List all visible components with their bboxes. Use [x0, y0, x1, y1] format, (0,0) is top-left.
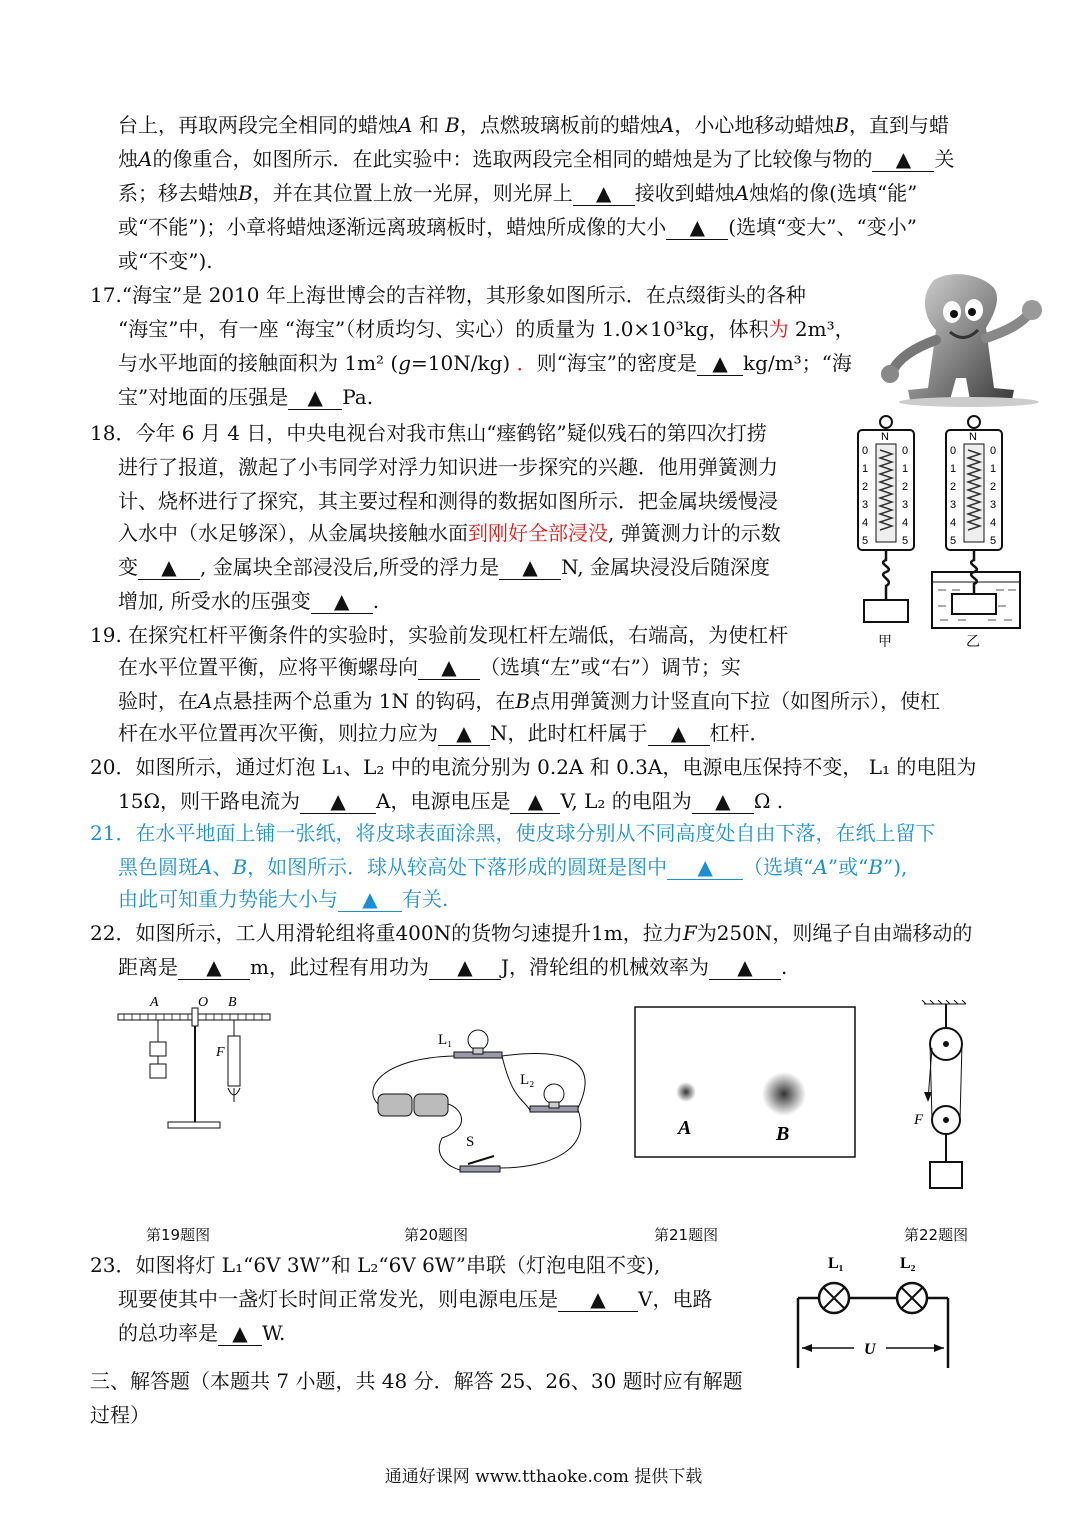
svg-text:5: 5 — [950, 535, 957, 547]
svg-text:5: 5 — [990, 535, 997, 547]
svg-text:L₂: L₂ — [900, 1255, 916, 1272]
q18-line2: 进行了报道，激起了小韦同学对浮力知识进一步探究的兴趣．他用弹簧测力 — [118, 455, 778, 479]
q19-line3: 验时，在A点悬挂两个总重为 1N 的钩码，在B点用弹簧测力计竖直向下拉（如图所示），使杠 — [118, 689, 941, 713]
answer-blank[interactable]: ▲ — [429, 955, 501, 980]
q19-line4: 杆在水平位置再次平衡，则拉力应为 ▲ N，此时杠杆属于 ▲ 杠杆． — [118, 721, 770, 745]
answer-blank[interactable]: ▲ — [510, 789, 560, 814]
label-yi: 乙 — [966, 633, 980, 648]
q17-line2: “海宝”中，有一座 “海宝”（材质均匀、实心）的质量为 1.0×10³kg，体积为 2m³， — [118, 317, 855, 341]
svg-text:B: B — [228, 995, 237, 1010]
answer-blank[interactable]: ▲ — [138, 555, 200, 580]
svg-text:3: 3 — [950, 499, 957, 511]
svg-text:5: 5 — [862, 535, 869, 547]
svg-text:4: 4 — [902, 517, 909, 529]
answer-blank[interactable]: ▲ — [709, 955, 781, 980]
answer-blank[interactable]: ▲ — [438, 721, 490, 746]
q21-line1: 21．在水平地面上铺一张纸，将皮球表面涂黑，使皮球分别从不同高度处自由下落，在纸上留下 — [90, 821, 936, 845]
spring-scale-jia — [858, 416, 914, 648]
label-jia: 甲 — [878, 633, 892, 648]
caption-fig19: 第19题图 — [146, 1226, 211, 1244]
svg-text:1: 1 — [862, 463, 869, 475]
answer-blank[interactable]: ▲ — [697, 351, 743, 376]
pulley-figure — [910, 1000, 980, 1192]
caption-fig22: 第22题图 — [904, 1226, 969, 1244]
q18-line1: 18．今年 6 月 4 日，中央电视台对我市焦山“瘗鹤铭”疑似残石的第四次打捞 — [90, 421, 767, 445]
q16-line1: 台上，再取两段完全相同的蜡烛A 和 B，点燃玻璃板前的蜡烛A，小心地移动蜡烛B，直到与蜡 — [118, 113, 950, 137]
section3-heading: 三、解答题（本题共 7 小题，共 48 分．解答 25、26、30 题时应有解题 — [90, 1369, 743, 1393]
section3-heading-cont: 过程） — [90, 1403, 150, 1427]
svg-text:2: 2 — [950, 481, 957, 493]
svg-text:2: 2 — [990, 481, 997, 493]
svg-text:S: S — [466, 1134, 475, 1150]
svg-text:N: N — [969, 431, 977, 443]
svg-text:1: 1 — [902, 463, 909, 475]
q17-line3: 与水平地面的接触面积为 1m² (g=10N/kg) ．则“海宝”的密度是 ▲ kg/m³；“海 — [118, 351, 852, 375]
svg-text:O: O — [198, 995, 209, 1010]
caption-fig20: 第20题图 — [404, 1226, 469, 1244]
q23-line2: 现要使其中一盏灯长时间正常发光，则电源电压是 ▲ V，电路 — [118, 1287, 713, 1311]
svg-text:U: U — [864, 1341, 876, 1358]
q20-line2: 15Ω，则干路电流为 ▲ A，电源电压是 ▲ V, L₂ 的电阻为 ▲ Ω . — [118, 789, 784, 813]
spring-scale-yi — [932, 416, 1020, 648]
svg-text:4: 4 — [950, 517, 957, 529]
svg-text:3: 3 — [862, 499, 869, 511]
q16-line2: 烛A的像重合，如图所示．在此实验中：选取两段完全相同的蜡烛是为了比较像与物的 ▲ 关 — [118, 147, 955, 171]
svg-text:F: F — [216, 1045, 225, 1060]
answer-blank[interactable]: ▲ — [288, 385, 342, 410]
haibao-mascot-figure — [874, 268, 1064, 408]
svg-text:2: 2 — [902, 481, 909, 493]
q16-line4: 或“不能”)；小章将蜡烛逐渐远离玻璃板时，蜡烛所成像的大小 ▲ (选填“变大”、“变小” — [118, 215, 917, 239]
q18-line6: 增加, 所受水的压强变 ▲ . — [118, 589, 380, 613]
q21-line3: 由此可知重力势能大小与 ▲ 有关. — [118, 887, 449, 911]
answer-blank[interactable]: ▲ — [648, 721, 710, 746]
series-circuit-figure — [792, 1250, 954, 1372]
answer-blank[interactable]: ▲ — [667, 855, 743, 880]
q19-line1: 19. 在探究杠杆平衡条件的实验时，实验前发现杠杆左端低，右端高，为使杠杆 — [90, 623, 789, 647]
q17-line1: 17.“海宝”是 2010 年上海世博会的吉祥物，其形象如图所示．在点缀街头的各种 — [90, 283, 806, 307]
answer-blank[interactable]: ▲ — [573, 181, 635, 206]
svg-text:L₂: L₂ — [520, 1072, 535, 1088]
svg-text:2: 2 — [862, 481, 869, 493]
answer-blank[interactable]: ▲ — [558, 1287, 638, 1312]
lever-figure — [110, 992, 280, 1142]
svg-text:3: 3 — [990, 499, 997, 511]
svg-text:0: 0 — [950, 445, 957, 457]
q22-line2: 距离是 ▲ m，此过程有用功为 ▲ J，滑轮组的机械效率为 ▲ . — [118, 955, 788, 979]
scale-unit-label: N — [881, 431, 889, 443]
svg-text:0: 0 — [862, 445, 869, 457]
spots-figure — [634, 1006, 856, 1158]
spring-scale-figure — [848, 410, 1070, 648]
q22-line1: 22．如图所示，工人用滑轮组将重400N的货物匀速提升1m，拉力F为250N，则绳子自由端移动的 — [90, 921, 973, 945]
q20-line1: 20．如图所示，通过灯泡 L₁、L₂ 中的电流分别为 0.2A 和 0.3A，电源电压保持不变， L₁ 的电阻为 — [90, 755, 977, 779]
svg-text:L₁: L₁ — [828, 1255, 844, 1272]
svg-text:3: 3 — [902, 499, 909, 511]
svg-text:L₁: L₁ — [438, 1032, 453, 1048]
svg-text:B: B — [776, 1123, 790, 1145]
svg-text:4: 4 — [862, 517, 869, 529]
svg-text:A: A — [150, 995, 159, 1010]
answer-blank[interactable]: ▲ — [300, 789, 376, 814]
q18-line3: 计、烧杯进行了探究，其主要过程和测得的数据如图所示．把金属块缓慢浸 — [118, 489, 778, 513]
svg-text:1: 1 — [990, 463, 997, 475]
svg-text:1: 1 — [950, 463, 957, 475]
q18-line5: 变 ▲ , 金属块全部浸没后,所受的浮力是 ▲ N, 金属块浸没后随深度 — [118, 555, 771, 579]
q16-line3: 系；移去蜡烛B，并在其位置上放一光屏，则光屏上 ▲ 接收到蜡烛A烛焰的像(选填“能” — [118, 181, 918, 205]
q17-line4: 宝”对地面的压强是 ▲ Pa. — [118, 385, 374, 409]
answer-blank[interactable]: ▲ — [418, 655, 480, 680]
svg-text:0: 0 — [902, 445, 909, 457]
q23-line3: 的总功率是 ▲ W. — [118, 1321, 286, 1345]
answer-blank[interactable]: ▲ — [178, 955, 250, 980]
svg-text:5: 5 — [902, 535, 909, 547]
svg-text:A: A — [678, 1117, 692, 1139]
answer-blank[interactable]: ▲ — [338, 887, 402, 912]
q19-line2: 在水平位置平衡，应将平衡螺母向 ▲ （选填“左”或“右”）调节；实 — [118, 655, 741, 679]
svg-text:0: 0 — [990, 445, 997, 457]
q18-line4: 入水中（水足够深），从金属块接触水面到刚好全部浸没, 弹簧测力计的示数 — [118, 521, 781, 545]
circuit-figure — [362, 1018, 622, 1180]
answer-blank[interactable]: ▲ — [666, 215, 728, 240]
q21-line2: 黑色圆斑A、B，如图所示．球从较高处下落形成的圆斑是图中 ▲ （选填“A”或“B”), — [118, 855, 908, 879]
answer-blank[interactable]: ▲ — [692, 789, 754, 814]
q23-line1: 23．如图将灯 L₁“6V 3W”和 L₂“6V 6W”串联（灯泡电阻不变), — [90, 1253, 661, 1277]
svg-text:F: F — [914, 1112, 924, 1128]
q16-line5: 或“不变”). — [118, 249, 213, 273]
page-footer: 通通好课网 www.tthaoke.com 提供下载 — [384, 1467, 703, 1487]
answer-blank[interactable]: ▲ — [499, 555, 561, 580]
answer-blank[interactable]: ▲ — [872, 147, 934, 172]
svg-text:4: 4 — [990, 517, 997, 529]
answer-blank[interactable]: ▲ — [311, 589, 373, 614]
answer-blank[interactable]: ▲ — [218, 1321, 262, 1346]
caption-fig21: 第21题图 — [654, 1226, 719, 1244]
